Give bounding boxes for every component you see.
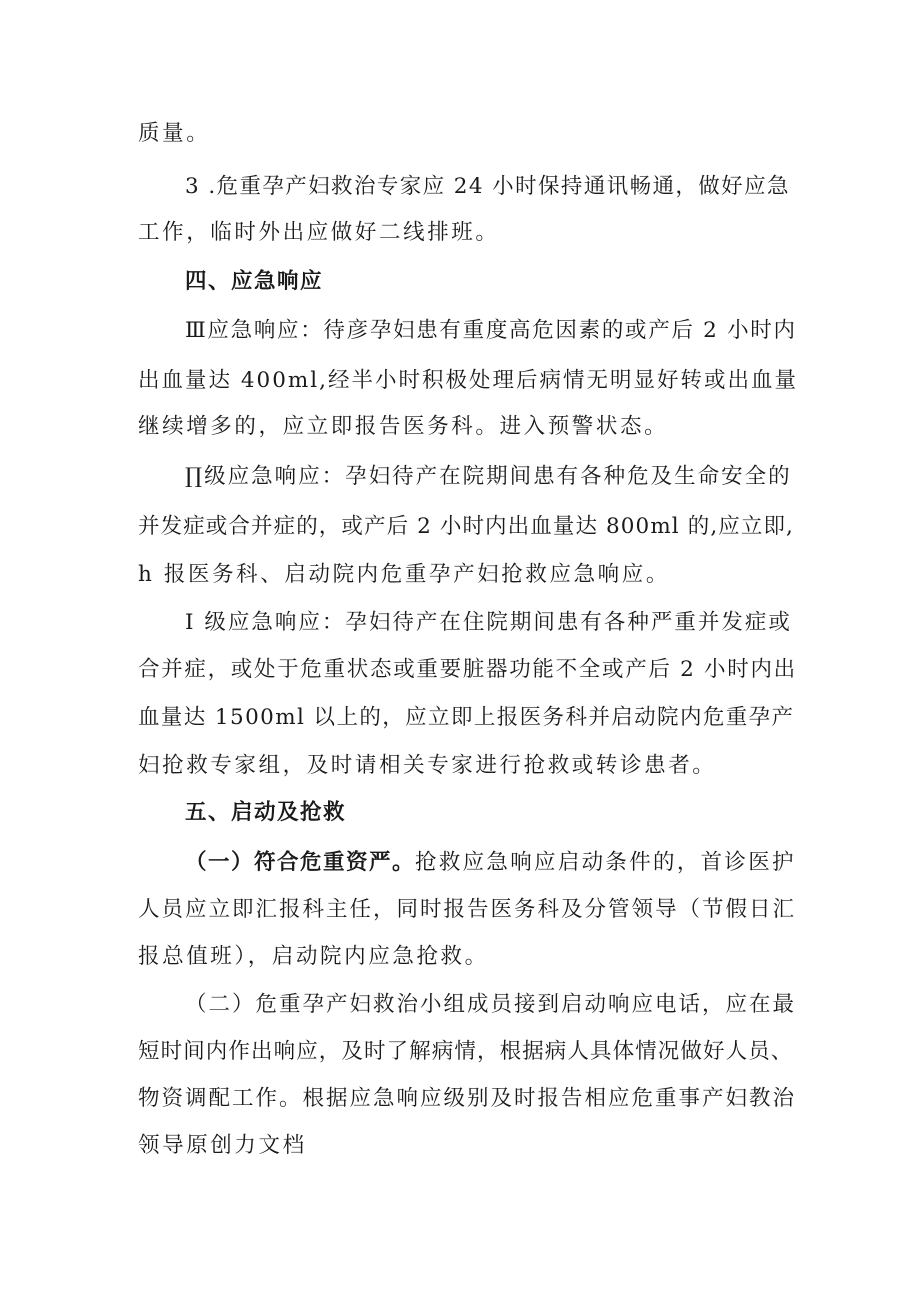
- paragraph-line: 合并症，或处于危重状态或重要脏器功能不全或产后 2 小时内出: [138, 657, 797, 682]
- paragraph-line: I 级应急响应：孕妇待产在住院期间患有各种严重并发症或: [185, 610, 792, 635]
- paragraph-line: 继续增多的，应立即报告医务科。进入预警状态。: [138, 414, 669, 439]
- paragraph-line: 物资调配工作。根据应急响应级别及时报告相应危重事产妇教治: [138, 1086, 797, 1111]
- paragraph-line: 出血量达 400ml,经半小时积极处理后病情无明显好转或出血量: [138, 368, 798, 393]
- paragraph-text: 抢救应急响应启动条件的，首诊医护: [415, 850, 796, 875]
- paragraph-line: 质量。: [138, 121, 211, 146]
- subsection-heading-1: （一）符合危重资严。: [185, 850, 416, 875]
- paragraph-line: 报总值班），启动院内应急抢救。: [138, 944, 489, 969]
- paragraph-line: 妇抢救专家组，及时请相关专家进行抢救或转诊患者。: [138, 753, 717, 778]
- paragraph-line: 血量达 1500ml 以上的，应立即上报医务科并启动院内危重孕产: [138, 705, 795, 730]
- paragraph-line: 领导原创力文档: [138, 1133, 307, 1158]
- paragraph-line: Ⅲ应急响应：待彦孕妇患有重度高危因素的或产后 2 小时内: [185, 318, 797, 343]
- paragraph-line: 并发症或合并症的，或产后 2 小时内出血量达 800ml 的,应立即,: [138, 514, 794, 539]
- paragraph-line: [185, 848, 798, 878]
- paragraph-line: h 报医务科、启动院内危重孕产妇抢救应急响应。: [138, 562, 670, 587]
- section-heading-5: 五、启动及抢救: [185, 800, 347, 825]
- paragraph-line: 短时间内作出响应，及时了解病情，根据病人具体情况做好人员、: [138, 1039, 794, 1064]
- paragraph-line: ∏级应急响应：孕妇待产在院期间患有各种危及生命安全的: [185, 464, 792, 489]
- paragraph-line: 3 .危重孕产妇救治专家应 24 小时保持通讯畅通，做好应急: [185, 174, 790, 199]
- section-heading-4: 四、应急响应: [185, 269, 324, 294]
- paragraph-line: （二）危重孕产妇救治小组成员接到启动响应电话，应在最: [185, 992, 797, 1017]
- paragraph-line: 人员应立即汇报科主任，同时报告医务科及分管领导（节假日汇: [138, 897, 797, 922]
- paragraph-line: 工作，临时外出应做好二线排班。: [138, 220, 500, 245]
